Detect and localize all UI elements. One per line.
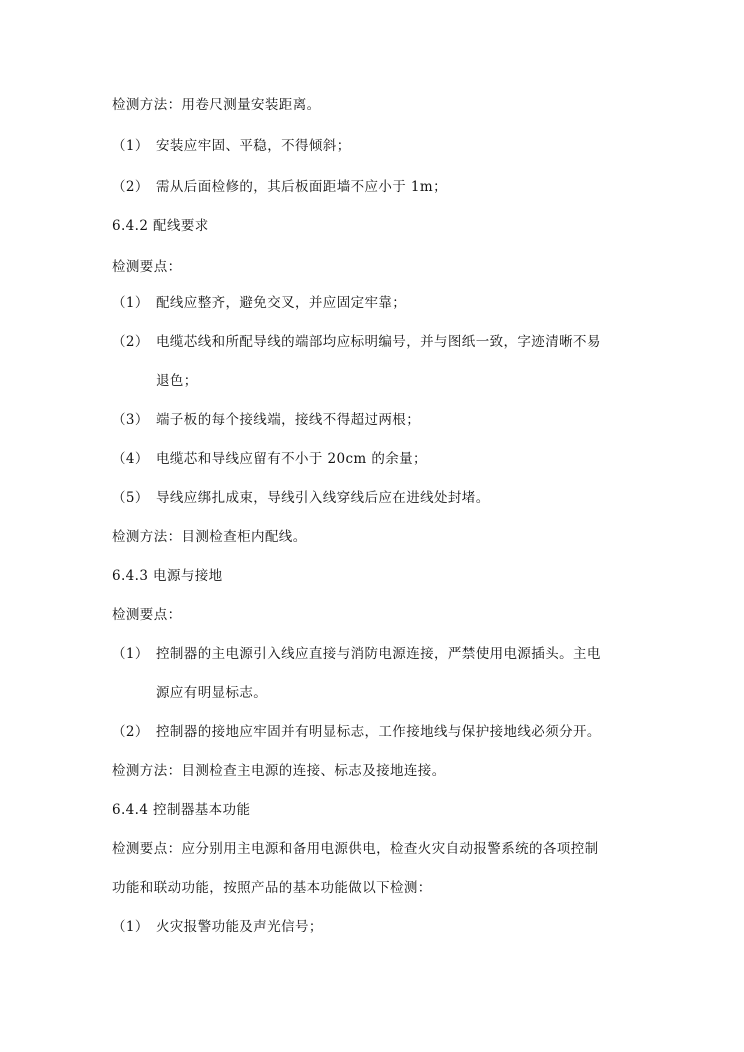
item-text: 端子板的每个接线端，接线不得超过两根； bbox=[156, 412, 421, 428]
list-item bbox=[112, 489, 490, 507]
key-points-paragraph-line-1: 检测要点：应分别用主电源和备用电源供电，检查火灾自动报警系统的各项控制 bbox=[112, 841, 599, 857]
list-item bbox=[112, 294, 406, 312]
key-points-label: 检测要点： bbox=[112, 259, 182, 275]
section-heading-6-4-3: 6.4.3 电源与接地 bbox=[112, 568, 223, 584]
key-points-paragraph-line-2: 功能和联动功能，按照产品的基本功能做以下检测： bbox=[112, 880, 432, 896]
list-item bbox=[112, 450, 427, 468]
item-number: （2） bbox=[112, 724, 149, 740]
item-number: （1） bbox=[112, 295, 149, 311]
item-text: 电缆芯和导线应留有不小于 20cm 的余量； bbox=[156, 451, 427, 467]
list-item bbox=[112, 137, 351, 155]
item-text: 安装应牢固、平稳，不得倾斜； bbox=[156, 138, 351, 154]
list-item bbox=[112, 178, 447, 196]
list-item bbox=[112, 723, 601, 741]
item-number: （2） bbox=[112, 334, 149, 350]
method-line-3: 检测方法：目测检查主电源的连接、标志及接地连接。 bbox=[112, 763, 446, 779]
item-text: 配线应整齐，避免交叉，并应固定牢靠； bbox=[156, 295, 407, 311]
item-number: （4） bbox=[112, 451, 149, 467]
item-number: （1） bbox=[112, 138, 149, 154]
item-text: 控制器的接地应牢固并有明显标志，工作接地线与保护接地线必须分开。 bbox=[156, 724, 601, 740]
section-heading-6-4-4: 6.4.4 控制器基本功能 bbox=[112, 802, 251, 818]
list-item bbox=[112, 645, 601, 663]
item-continuation: 源应有明显标志。 bbox=[156, 685, 268, 701]
item-text: 控制器的主电源引入线应直接与消防电源连接，严禁使用电源插头。主电 bbox=[156, 646, 601, 662]
list-item bbox=[112, 918, 323, 936]
item-number: （2） bbox=[112, 179, 149, 195]
item-number: （1） bbox=[112, 919, 149, 935]
list-item bbox=[112, 411, 420, 429]
key-points-label: 检测要点： bbox=[112, 607, 182, 623]
item-text: 火灾报警功能及声光信号； bbox=[156, 919, 323, 935]
item-continuation: 退色； bbox=[156, 373, 198, 389]
item-number: （3） bbox=[112, 412, 149, 428]
item-text: 导线应绑扎成束，导线引入线穿线后应在进线处封堵。 bbox=[156, 490, 490, 506]
section-heading-6-4-2: 6.4.2 配线要求 bbox=[112, 218, 209, 234]
item-number: （1） bbox=[112, 646, 149, 662]
list-item bbox=[112, 333, 601, 351]
item-text: 电缆芯线和所配导线的端部均应标明编号，并与图纸一致，字迹清晰不易 bbox=[156, 334, 601, 350]
method-line-1: 检测方法：用卷尺测量安装距离。 bbox=[112, 97, 321, 113]
item-number: （5） bbox=[112, 490, 149, 506]
method-line-2: 检测方法：目测检查柜内配线。 bbox=[112, 529, 307, 545]
item-text: 需从后面检修的，其后板面距墙不应小于 1m； bbox=[156, 179, 447, 195]
